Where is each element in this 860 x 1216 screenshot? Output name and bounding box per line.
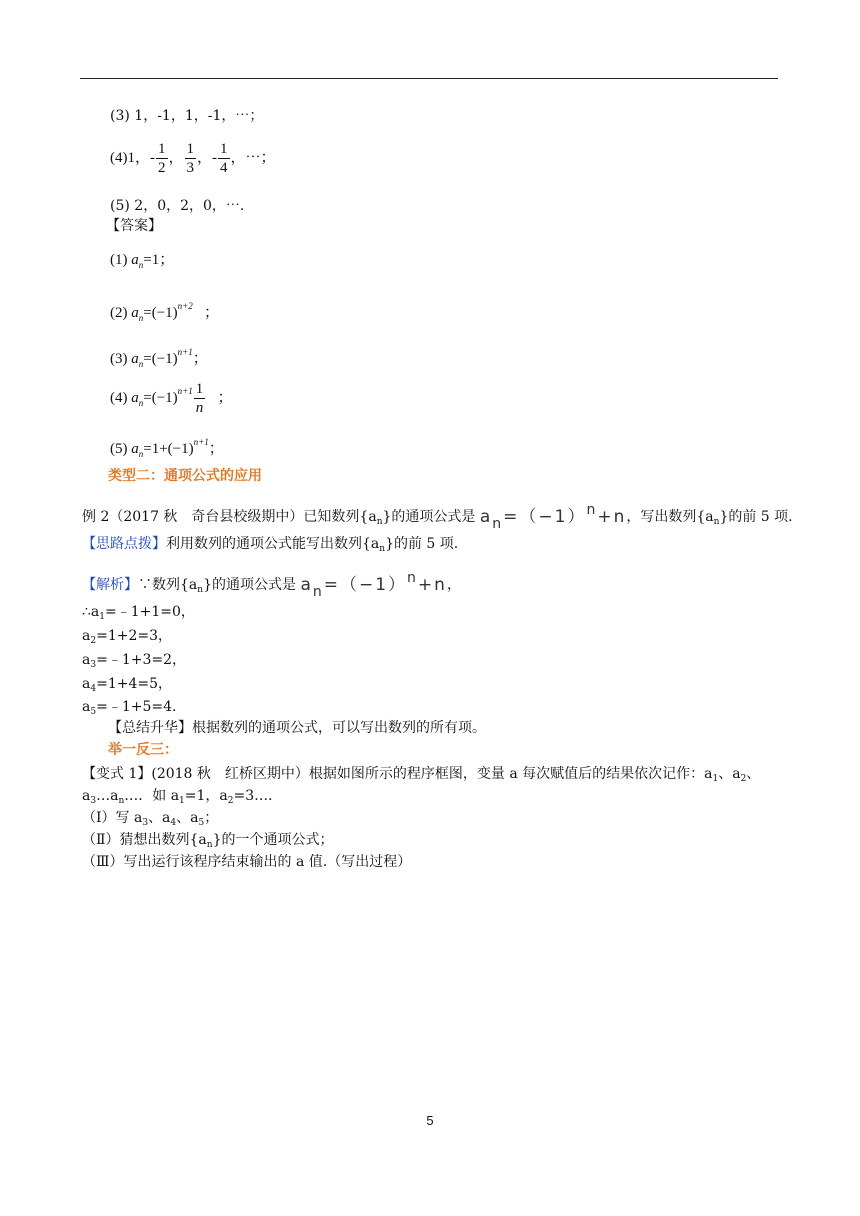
answer-4: (4) $a_n=(-1)^{n+1}$ $\frac{1}{n}$ ； [110, 381, 233, 416]
step-line: $a_4=1+4=5$， [82, 676, 173, 694]
fraction: $\frac{1}{2}$ [158, 141, 166, 176]
solution: 【解析】∵数列$\{a_n\}$的通项公式是 $a_n=(-1)^n+n$， [82, 570, 461, 600]
practice-heading: 举一反三： [108, 742, 178, 758]
answer-5: (5) $a_n=1+(-1)^{n+1}$； [110, 437, 224, 459]
step-line: $a_3=﹣1+3=2$， [82, 652, 187, 670]
formula-image: $a_n=(-1)^n+n$ [479, 502, 627, 532]
answer-2: (2) $a_n=(-1)^{n+2}$ ； [110, 301, 220, 323]
formula-image: $a_n=(-1)^n+n$ [300, 570, 447, 600]
fraction: $\frac{1}{3}$ [186, 141, 195, 176]
answer-heading: 【答案】 [106, 218, 162, 234]
hint: 【思路点拨】利用数列的通项公式能写出数列$\{a_n\}$的前 5 项. [82, 536, 459, 554]
answer-3: (3) $a_n=(-1)^{n+1}$； [110, 347, 208, 369]
fraction: $\frac{1}{n}$ [195, 381, 204, 416]
step-line: $a_5=﹣1+5=4$. [82, 699, 177, 717]
question-1: （Ⅰ）写 $a_3$、$a_4$、$a_5$； [82, 810, 219, 828]
item-5: (5) 2，0，2，0，⋯. [110, 198, 245, 214]
header-rule [80, 78, 778, 79]
item-3: (3) 1，-1，1，-1，⋯； [110, 108, 264, 124]
variant-1-line-2: $a_3\dots a_n\dots$．如 $a_1=1$，$a_2=3\dots$． [82, 788, 283, 806]
question-3: （Ⅲ）写出运行该程序结束输出的 a 值.（写出过程） [82, 854, 412, 870]
answer-1: (1) $a_n=1$； [110, 252, 175, 270]
section-heading-type2: 类型二：通项公式的应用 [108, 468, 262, 484]
step-line: $\therefore a_1=﹣1+1=0$， [82, 604, 195, 622]
variant-1-line-1: 【变式 1】(2018 秋 红桥区期中）根据如图所示的程序框图，变量 a 每次赋值后的结果依次记作：$a_1$、$a_2$、 [82, 766, 761, 784]
question-2: （Ⅱ）猜想出数列$\{a_n\}$的一个通项公式； [82, 832, 334, 850]
example-2: 例 2（2017 秋 奇台县校级期中）已知数列$\{a_n\}$的通项公式是 $a_n=(-1)^n+n$，写出数列$\{a_n\}$的前 5 项. [82, 502, 793, 532]
fraction: $\frac{1}{4}$ [220, 141, 228, 176]
step-line: $a_2=1+2=3$， [82, 628, 173, 646]
item-4: (4)1，- $\frac{1}{2}$ ， $\frac{1}{3}$ ，- $\frac{1}{4}$ ，⋯； [110, 141, 276, 176]
summary: 【总结升华】根据数列的通项公式，可以写出数列的所有项。 [108, 720, 486, 736]
page-number: 5 [426, 1113, 434, 1128]
